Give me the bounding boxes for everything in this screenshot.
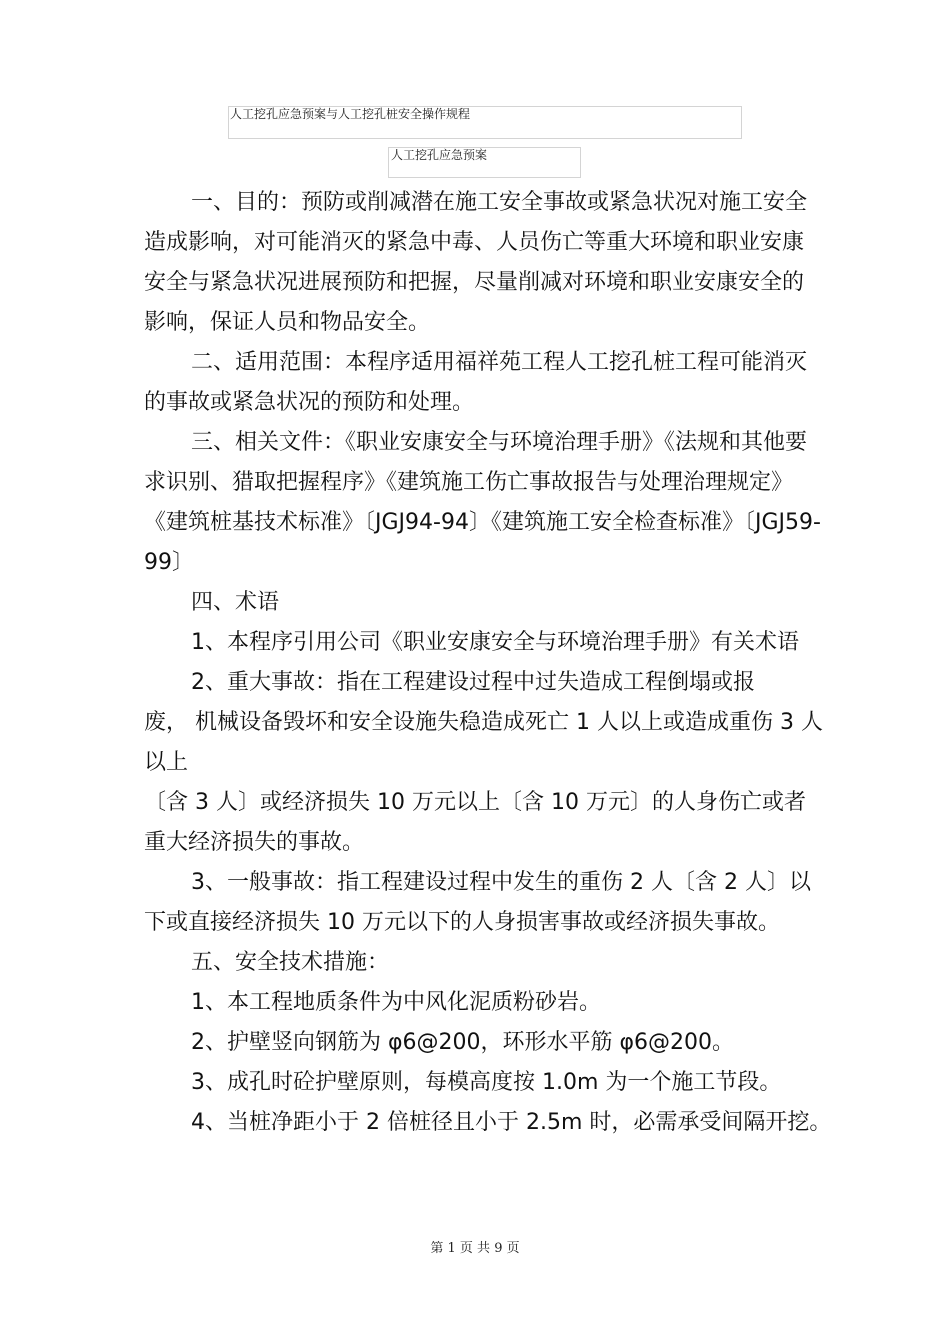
page-number-footer: 第 1 页 共 9 页 (430, 1241, 520, 1256)
measure-2-paragraph: 2、护壁竖向钢筋为 φ6@200，环形水平筋 φ6@200。 (191, 1030, 734, 1055)
document-header-subtitle: 人工挖孔应急预案 (388, 147, 581, 178)
term-2-continuation-2: 〔含 3 人〕或经济损失 10 万元以上〔含 10 万元〕的人身伤亡或者重大经济损失的事故。 (144, 790, 806, 855)
term-2-continuation-1: 废， 机械设备毁坏和安全设施失稳造成死亡 1 人以上或造成重伤 3 人以上 (144, 710, 823, 775)
section-scope-paragraph: 二、适用范围：本程序适用福祥苑工程人工挖孔桩工程可能消灭的事故或紧急状况的预防和处理。 (144, 350, 808, 415)
term-3-paragraph: 3、一般事故：指工程建设过程中发生的重伤 2 人〔含 2 人〕以下或直接经济损失 10 万元以下的人身损害事故或经济损失事故。 (144, 870, 811, 935)
document-body (144, 183, 832, 1143)
section-terms-heading: 四、术语 (191, 590, 280, 615)
section-safety-measures-heading: 五、安全技术措施： (191, 950, 390, 975)
term-2-paragraph: 2、重大事故：指在工程建设过程中过失造成工程倒塌或报 (191, 670, 755, 695)
measure-3-paragraph: 3、成孔时砼护壁原则，每模高度按 1.0m 为一个施工节段。 (191, 1070, 782, 1095)
measure-4-paragraph: 4、当桩净距小于 2 倍桩径且小于 2.5m 时，必需承受间隔开挖。 (191, 1110, 832, 1135)
section-purpose-paragraph: 一、目的：预防或削减潜在施工安全事故或紧急状况对施工安全造成影响，对可能消灭的紧急中毒、人员伤亡等重大环境和职业安康安全与紧急状况进展预防和把握，尽量削减对环境和职业安康安全的影响，保证人员和物品安全。 (144, 190, 808, 335)
document-header-title: 人工挖孔应急预案与人工挖孔桩安全操作规程 (228, 106, 742, 139)
term-1-paragraph: 1、本程序引用公司《职业安康安全与环境治理手册》有关术语 (191, 630, 799, 655)
section-related-documents-paragraph: 三、相关文件：《职业安康安全与环境治理手册》《法规和其他要求识别、猎取把握程序》《建筑施工伤亡事故报告与处理治理规定》《建筑桩基技术标准》〔JGJ94-94〕《建筑施工安全检查标准》〔JGJ59-99〕 (144, 430, 821, 575)
measure-1-paragraph: 1、本工程地质条件为中风化泥质粉砂岩。 (191, 990, 601, 1015)
